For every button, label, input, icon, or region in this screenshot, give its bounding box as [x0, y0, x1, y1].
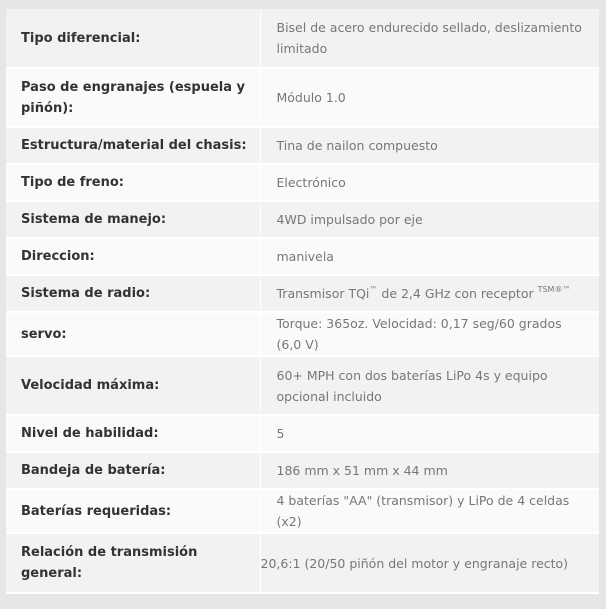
- spec-value: Bisel de acero endurecido sellado, deslizamiento limitado: [260, 9, 599, 68]
- spec-value: 4 baterías "AA" (transmisor) y LiPo de 4 celdas (x2): [260, 489, 599, 533]
- receptor-trademark-mark: TSM®™: [537, 285, 571, 294]
- spec-value: [260, 275, 599, 312]
- spec-value: 4WD impulsado por eje: [260, 201, 599, 238]
- spec-row-gear-pitch: [6, 68, 599, 127]
- spec-label: Nivel de habilidad:: [21, 426, 159, 441]
- spec-row-radio-system: [6, 275, 599, 312]
- spec-label: Direccion:: [21, 249, 95, 264]
- spec-label: Sistema de manejo:: [21, 212, 167, 227]
- spec-label: Tipo de freno:: [21, 175, 125, 190]
- spec-row-differential-type: [6, 9, 599, 68]
- spec-value: 20,6:1 (20/50 piñón del motor y engranaje recto): [260, 533, 599, 593]
- spec-label: Velocidad máxima:: [21, 378, 160, 393]
- spec-value: Tina de nailon compuesto: [260, 127, 599, 164]
- spec-row-brake-type: [6, 164, 599, 201]
- spec-label: Baterías requeridas:: [21, 503, 172, 519]
- spec-row-servo: [6, 312, 599, 356]
- spec-label: Estructura/material del chasis:: [21, 138, 247, 153]
- spec-label: Relación de transmisión general:: [21, 545, 198, 581]
- spec-label: Paso de engranajes (espuela y piñón):: [21, 79, 246, 116]
- spec-label: Tipo diferencial:: [21, 30, 141, 46]
- spec-label: Sistema de radio:: [21, 286, 151, 301]
- spec-row-top-speed: [6, 356, 599, 415]
- trademark-mark: ™: [369, 285, 378, 294]
- spec-value: Electrónico: [260, 164, 599, 201]
- spec-row-required-batteries: [6, 489, 599, 533]
- radio-value-text-cont: de 2,4 GHz con receptor: [377, 286, 538, 301]
- spec-value: 186 mm x 51 mm x 44 mm: [260, 452, 599, 489]
- spec-row-steering: [6, 238, 599, 275]
- spec-label: servo:: [21, 326, 67, 342]
- spec-value: Torque: 365oz. Velocidad: 0,17 seg/60 grados (6,0 V): [260, 312, 599, 356]
- spec-row-chassis-material: [6, 127, 599, 164]
- spec-row-skill-level: [6, 415, 599, 452]
- spec-value: 5: [260, 415, 599, 452]
- radio-value-text: Transmisor TQi: [276, 286, 370, 301]
- spec-value: Módulo 1.0: [260, 68, 599, 127]
- spec-value: manivela: [260, 238, 599, 275]
- specifications-table: [6, 9, 599, 594]
- spec-value: 60+ MPH con dos baterías LiPo 4s y equipo opcional incluido: [260, 356, 599, 415]
- spec-label: Bandeja de batería:: [21, 463, 166, 478]
- spec-row-battery-tray: [6, 452, 599, 489]
- spec-row-gear-ratio: [6, 533, 599, 593]
- spec-row-drive-system: [6, 201, 599, 238]
